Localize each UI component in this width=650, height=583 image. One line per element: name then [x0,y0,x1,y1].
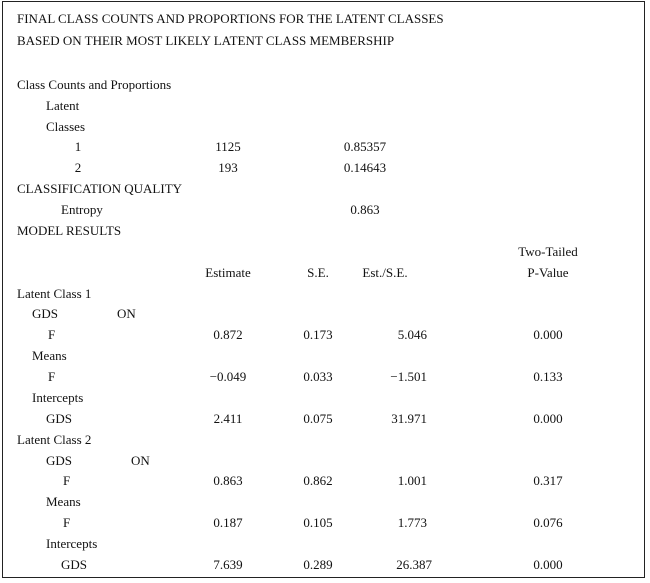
on-keyword: ON [131,453,150,468]
header-two-tailed: Two-Tailed [518,244,578,259]
row-name: GDS [61,557,88,572]
p-value: 0.076 [533,515,563,530]
class-proportion: 0.14643 [343,160,387,175]
intercepts-label: Intercepts [46,536,98,551]
p-value: 0.317 [533,473,563,488]
se-value: 0.033 [303,369,333,384]
est-se-value: 1.773 [397,515,427,530]
estimate-value: 7.639 [213,557,243,572]
class-proportion: 0.85357 [343,139,387,154]
class-count: 193 [218,160,238,175]
estimate-value: 2.411 [213,411,243,426]
title-line-1: FINAL CLASS COUNTS AND PROPORTIONS FOR THE LATENT CLASSES [17,11,444,26]
class-number: 2 [74,160,82,175]
est-se-value: 1.001 [397,473,427,488]
row-name: F [63,473,71,488]
est-se-value: −1.501 [390,369,427,384]
latent-label: Latent [46,98,80,113]
on-keyword: ON [117,306,136,321]
se-value: 0.105 [303,515,333,530]
intercepts-label: Intercepts [32,390,84,405]
on-variable: GDS [32,306,59,321]
estimate-value: 0.187 [213,515,243,530]
se-value: 0.289 [303,557,333,572]
row-name: F [48,369,56,384]
means-label: Means [46,494,81,509]
means-label: Means [32,348,67,363]
header-se: S.E. [307,265,329,280]
estimate-value: −0.049 [209,369,247,384]
entropy-value: 0.863 [350,202,380,217]
header-p-value: P-Value [527,265,569,280]
classes-label: Classes [46,119,85,134]
est-se-value: 5.046 [397,327,427,342]
class-count: 1125 [215,139,241,154]
row-name: F [63,515,71,530]
on-variable: GDS [46,453,73,468]
row-name: F [48,327,56,342]
p-value: 0.133 [533,369,563,384]
model-results-heading: MODEL RESULTS [17,223,122,238]
row-name: GDS [46,411,73,426]
class-number: 1 [74,139,82,154]
p-value: 0.000 [533,411,563,426]
p-value: 0.000 [533,327,563,342]
estimate-value: 0.863 [213,473,243,488]
se-value: 0.173 [303,327,333,342]
class-counts-heading: Class Counts and Proportions [17,77,172,92]
header-est-se: Est./S.E. [362,265,408,280]
est-se-value: 26.387 [396,557,432,572]
p-value: 0.000 [533,557,563,572]
latent-class-2-label: Latent Class 2 [17,432,92,447]
se-value: 0.862 [303,473,333,488]
title-line-2: BASED ON THEIR MOST LIKELY LATENT CLASS MEMBERSHIP [17,33,395,48]
header-estimate: Estimate [205,265,251,280]
estimate-value: 0.872 [213,327,243,342]
se-value: 0.075 [303,411,333,426]
latent-class-1-label: Latent Class 1 [17,286,92,301]
classification-heading: CLASSIFICATION QUALITY [17,181,183,196]
est-se-value: 31.971 [391,411,427,426]
entropy-label: Entropy [61,202,103,217]
